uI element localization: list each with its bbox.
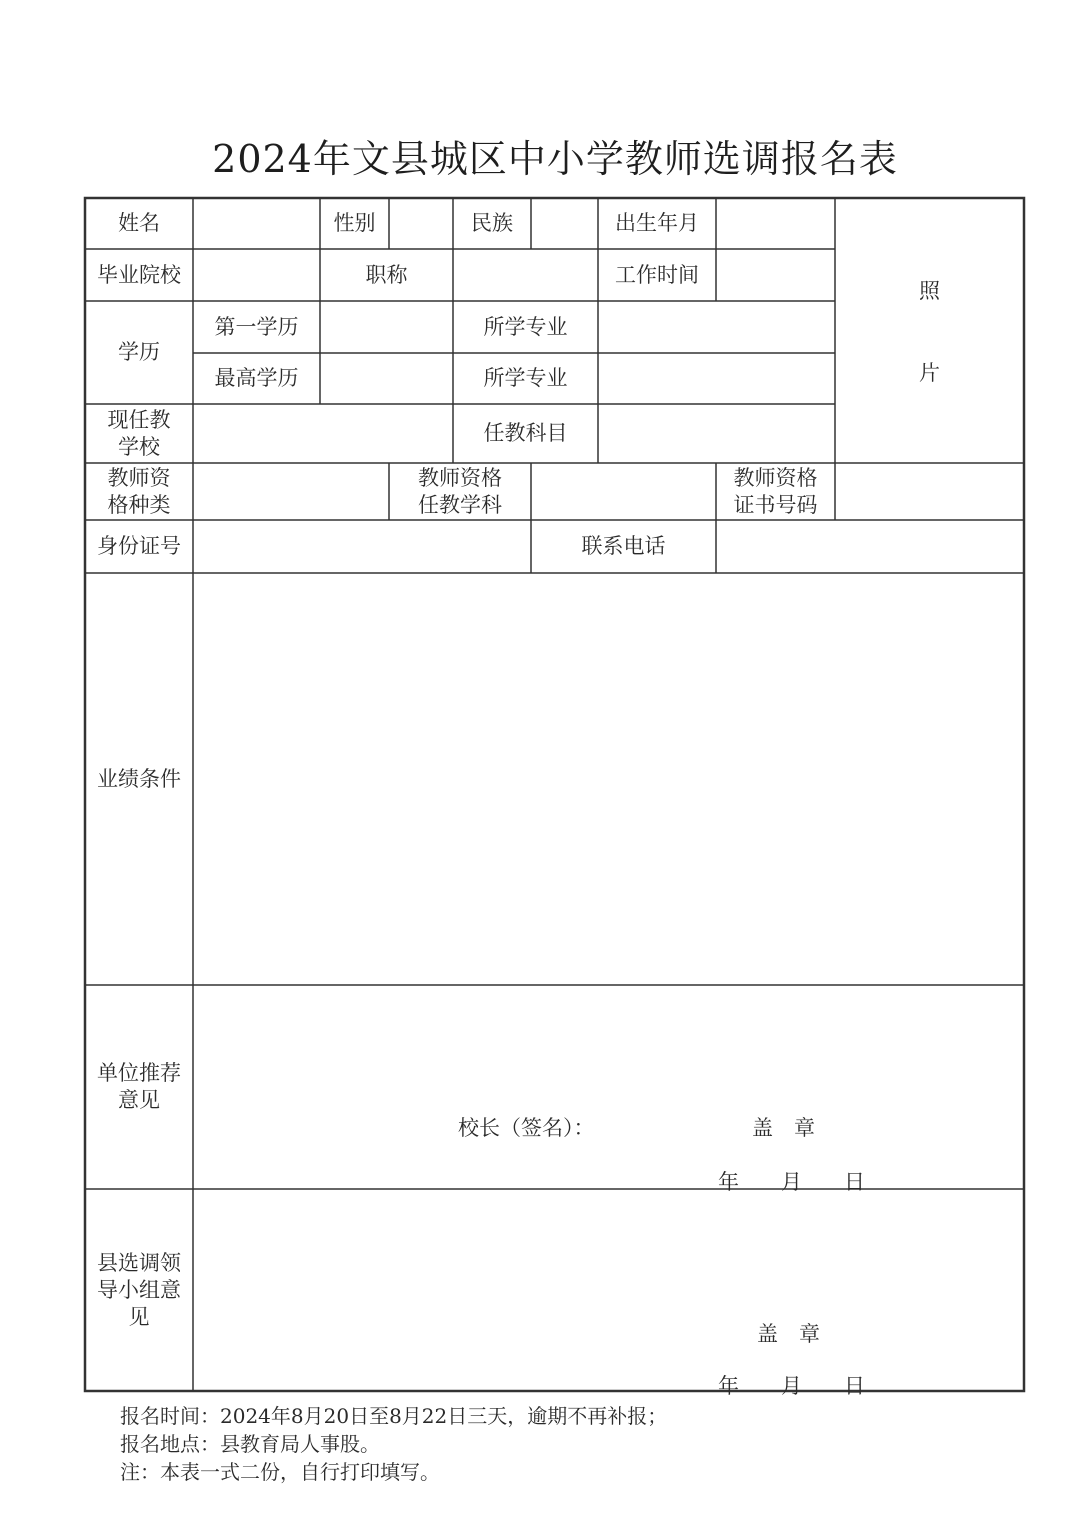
label-major-1: 所学专业 xyxy=(483,314,568,339)
label-first-edu: 第一学历 xyxy=(214,314,299,339)
label-birth: 出生年月 xyxy=(615,211,699,235)
photo-box[interactable] xyxy=(835,198,1024,463)
principal-signature-label: 校长（签名）： xyxy=(458,1116,595,1140)
first-edu-field[interactable] xyxy=(320,301,453,353)
cert-subject-field[interactable] xyxy=(531,463,716,520)
label-current-school: 现任教学校 xyxy=(107,407,171,459)
label-subject: 任教科目 xyxy=(483,421,568,445)
date-label-2: 年 月 日 xyxy=(718,1374,865,1398)
label-cert-number: 教师资格证书号码 xyxy=(733,465,818,517)
label-achievements: 业绩条件 xyxy=(97,766,181,791)
school-field[interactable] xyxy=(193,249,320,301)
label-photo-2: 片 xyxy=(919,360,940,385)
county-opinion-field[interactable] xyxy=(193,1189,1024,1391)
label-county-opinion: 县选调领导小组意见 xyxy=(97,1250,181,1329)
birth-field[interactable] xyxy=(716,198,835,249)
stamp-label-2: 盖 章 xyxy=(757,1322,820,1346)
major-2-field[interactable] xyxy=(598,353,835,404)
label-unit-opinion: 单位推荐意见 xyxy=(97,1061,181,1112)
label-ethnicity: 民族 xyxy=(471,211,513,235)
cert-type-field[interactable] xyxy=(193,463,389,520)
label-id-number: 身份证号 xyxy=(97,534,181,558)
subject-field[interactable] xyxy=(598,404,835,463)
label-photo-1: 照 xyxy=(919,278,940,303)
label-phone: 联系电话 xyxy=(581,534,666,558)
label-cert-type: 教师资格种类 xyxy=(107,465,171,517)
label-major-2: 所学专业 xyxy=(483,366,568,390)
note-registration-location: 报名地点：县教育局人事股。 xyxy=(120,1432,380,1456)
form-title: 2024年文县城区中小学教师选调报名表 xyxy=(212,137,898,181)
id-number-field[interactable] xyxy=(193,520,531,573)
label-school: 毕业院校 xyxy=(97,262,181,287)
name-field[interactable] xyxy=(193,198,320,249)
label-highest-edu: 最高学历 xyxy=(214,366,299,390)
note-copies: 注：本表一式二份，自行打印填写。 xyxy=(120,1460,440,1484)
cert-number-field[interactable] xyxy=(835,463,1024,520)
label-rank: 职称 xyxy=(365,262,408,287)
current-school-field[interactable] xyxy=(193,404,453,463)
label-education: 学历 xyxy=(118,340,160,364)
achievements-field[interactable] xyxy=(193,573,1024,985)
note-registration-time: 报名时间：2024年8月20日至8月22日三天，逾期不再补报； xyxy=(120,1404,668,1428)
form-notes xyxy=(120,1402,667,1486)
gender-field[interactable] xyxy=(389,198,453,249)
rank-field[interactable] xyxy=(453,249,598,301)
label-work-time: 工作时间 xyxy=(615,262,699,287)
label-gender: 性别 xyxy=(333,211,376,235)
ethnicity-field[interactable] xyxy=(531,198,598,249)
major-1-field[interactable] xyxy=(598,301,835,353)
phone-field[interactable] xyxy=(716,520,1024,573)
work-time-field[interactable] xyxy=(716,249,835,301)
label-cert-subject: 教师资格任教学科 xyxy=(418,465,502,517)
label-name: 姓名 xyxy=(118,211,160,235)
date-label-1: 年 月 日 xyxy=(718,1170,865,1194)
unit-opinion-field[interactable] xyxy=(193,985,1024,1189)
highest-edu-field[interactable] xyxy=(320,353,453,404)
stamp-label-1: 盖 章 xyxy=(752,1116,815,1140)
